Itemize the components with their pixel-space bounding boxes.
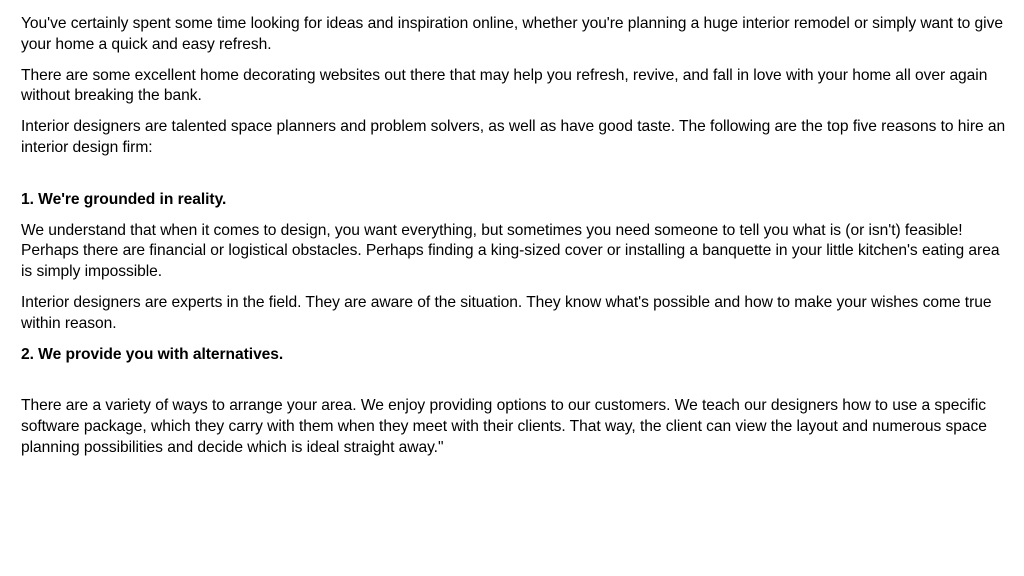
websites-paragraph: There are some excellent home decorating websites out there that may help you refresh, revive, and fall in love with your home all over again without breaking the bank. [21,66,988,105]
reason-1-heading: 1. We're grounded in reality. [21,190,227,208]
blank-line [21,169,1006,190]
blank-line-2 [21,375,1006,396]
reason-1-paragraph: We understand that when it comes to design, you want everything, but sometimes you need someone to tell you what is (or isn't) feasible! Perhaps there are financial or logistical obstacles. Perhaps finding a king-sized cover or installing a banquette in your little kitchen's eating area is simply impossible. [21,221,1000,281]
document-body [21,14,1006,469]
reasons-intro-paragraph: Interior designers are talented space planners and problem solvers, as well as have good taste. The following are the top five reasons to hire an interior design firm: [21,118,1006,156]
intro-paragraph: You've certainly spent some time looking for ideas and inspiration online, whether you're planning a huge interior remodel or simply want to give your home a quick and easy refresh. [21,15,1003,53]
reason-1-followup-paragraph: Interior designers are experts in the field. They are aware of the situation. They know what's possible and how to make your wishes come true within reason. [21,293,992,332]
reason-2-paragraph: There are a variety of ways to arrange your area. We enjoy providing options to our customers. We teach our designers how to use a specific software package, which they carry with them when they meet with their clients. That way, the client can view the layout and numerous space planning possibilities and decide which is ideal straight away." [21,397,987,456]
reason-2-heading: 2. We provide you with alternatives. [21,345,284,363]
